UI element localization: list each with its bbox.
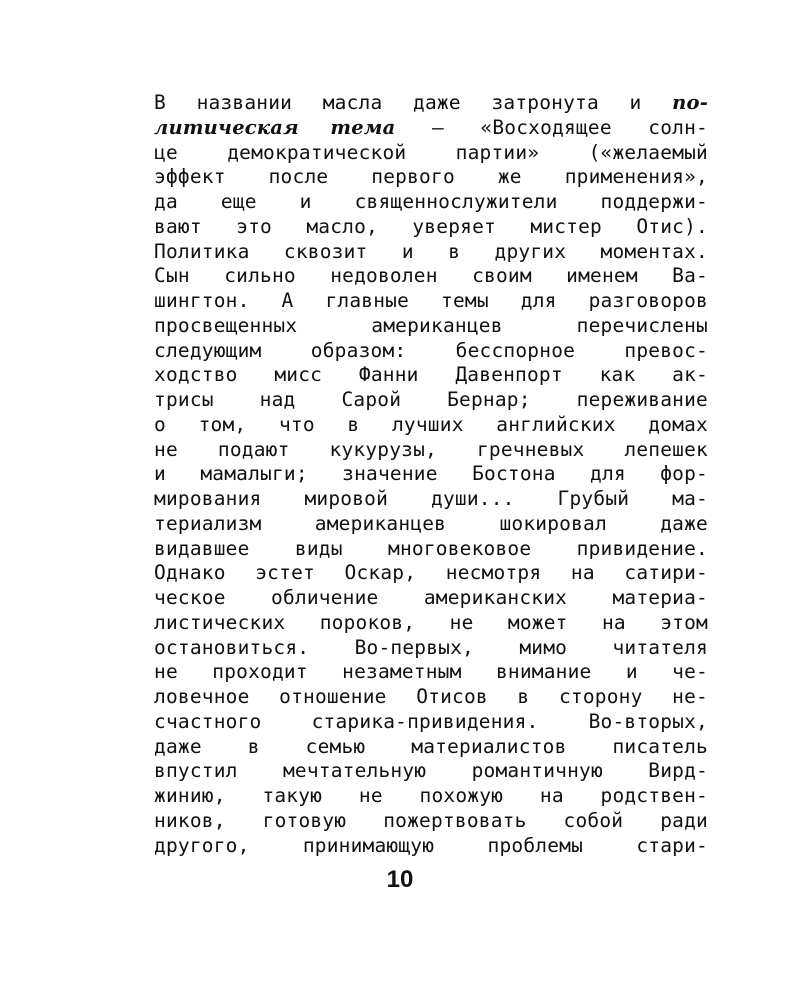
text-line: не проходит незаметным внимание и че- [154,660,708,684]
text-line: Сын сильно недоволен своим именем Ва- [154,264,708,288]
text-line: видавшее виды многовековое привидение. [154,536,708,560]
text-line-2-plain: — «Восходящее солн- [395,115,708,139]
text-line: териализм американцев шокировал даже [154,511,708,535]
text-line: це демократической партии» («желаемый [154,140,708,164]
text-line: да еще и священнослужители поддержи- [154,190,708,213]
body-text [154,91,708,858]
page-number: 10 [386,866,414,893]
text-line: ловечное отношение Отисов в сторону не- [154,685,708,708]
text-line-1 [154,91,708,116]
text-line: жинию, такую не похожую на родствен- [154,784,708,807]
text-line-1-plain: В названии масла даже затронута и [154,91,673,114]
text-line: ческое обличение американских материа- [154,586,708,609]
text-line: эффект после первого же применения», [154,165,708,189]
text-line: просвещенных американцев перечислены [154,313,708,337]
text-line: листических пороков, не может на этом [154,610,708,634]
text-line-2 [154,116,708,141]
text-line: остановиться. Во-первых, мимо читателя [154,635,708,659]
emphasis-political-theme-part1: по- [672,91,708,114]
text-line: ников, готовую пожертвовать собой ради [154,808,708,832]
text-line: Политика сквозит и в других моментах. [154,239,708,263]
text-line: о том, что в лучших английских домах [154,412,708,436]
text-line: счастного старика-привидения. Во-вторых, [154,709,708,733]
text-line: следующим образом: бесспорное превос- [154,338,708,362]
text-line: впустил мечтательную романтичную Вирд- [154,759,708,783]
text-line: ходство мисс Фанни Давенпорт как ак- [154,363,708,387]
text-line: даже в семью материалистов писатель [154,734,708,758]
text-line: и мамалыги; значение Бостона для фор- [154,462,708,486]
text-line: Однако эстет Оскар, несмотря на сатири- [154,561,708,585]
text-line: другого, принимающую проблемы стари- [154,833,708,857]
text-line: шингтон. А главные темы для разговоров [154,289,708,312]
text-line: вают это масло, уверяет мистер Отис). [154,214,708,238]
text-line: трисы над Сарой Бернар; переживание [154,388,708,411]
emphasis-political-theme-part2: литическая тема [154,115,396,139]
text-line: не подают кукурузы, гречневых лепешек [154,437,708,461]
text-line: мирования мировой души... Грубый ма- [154,487,708,510]
